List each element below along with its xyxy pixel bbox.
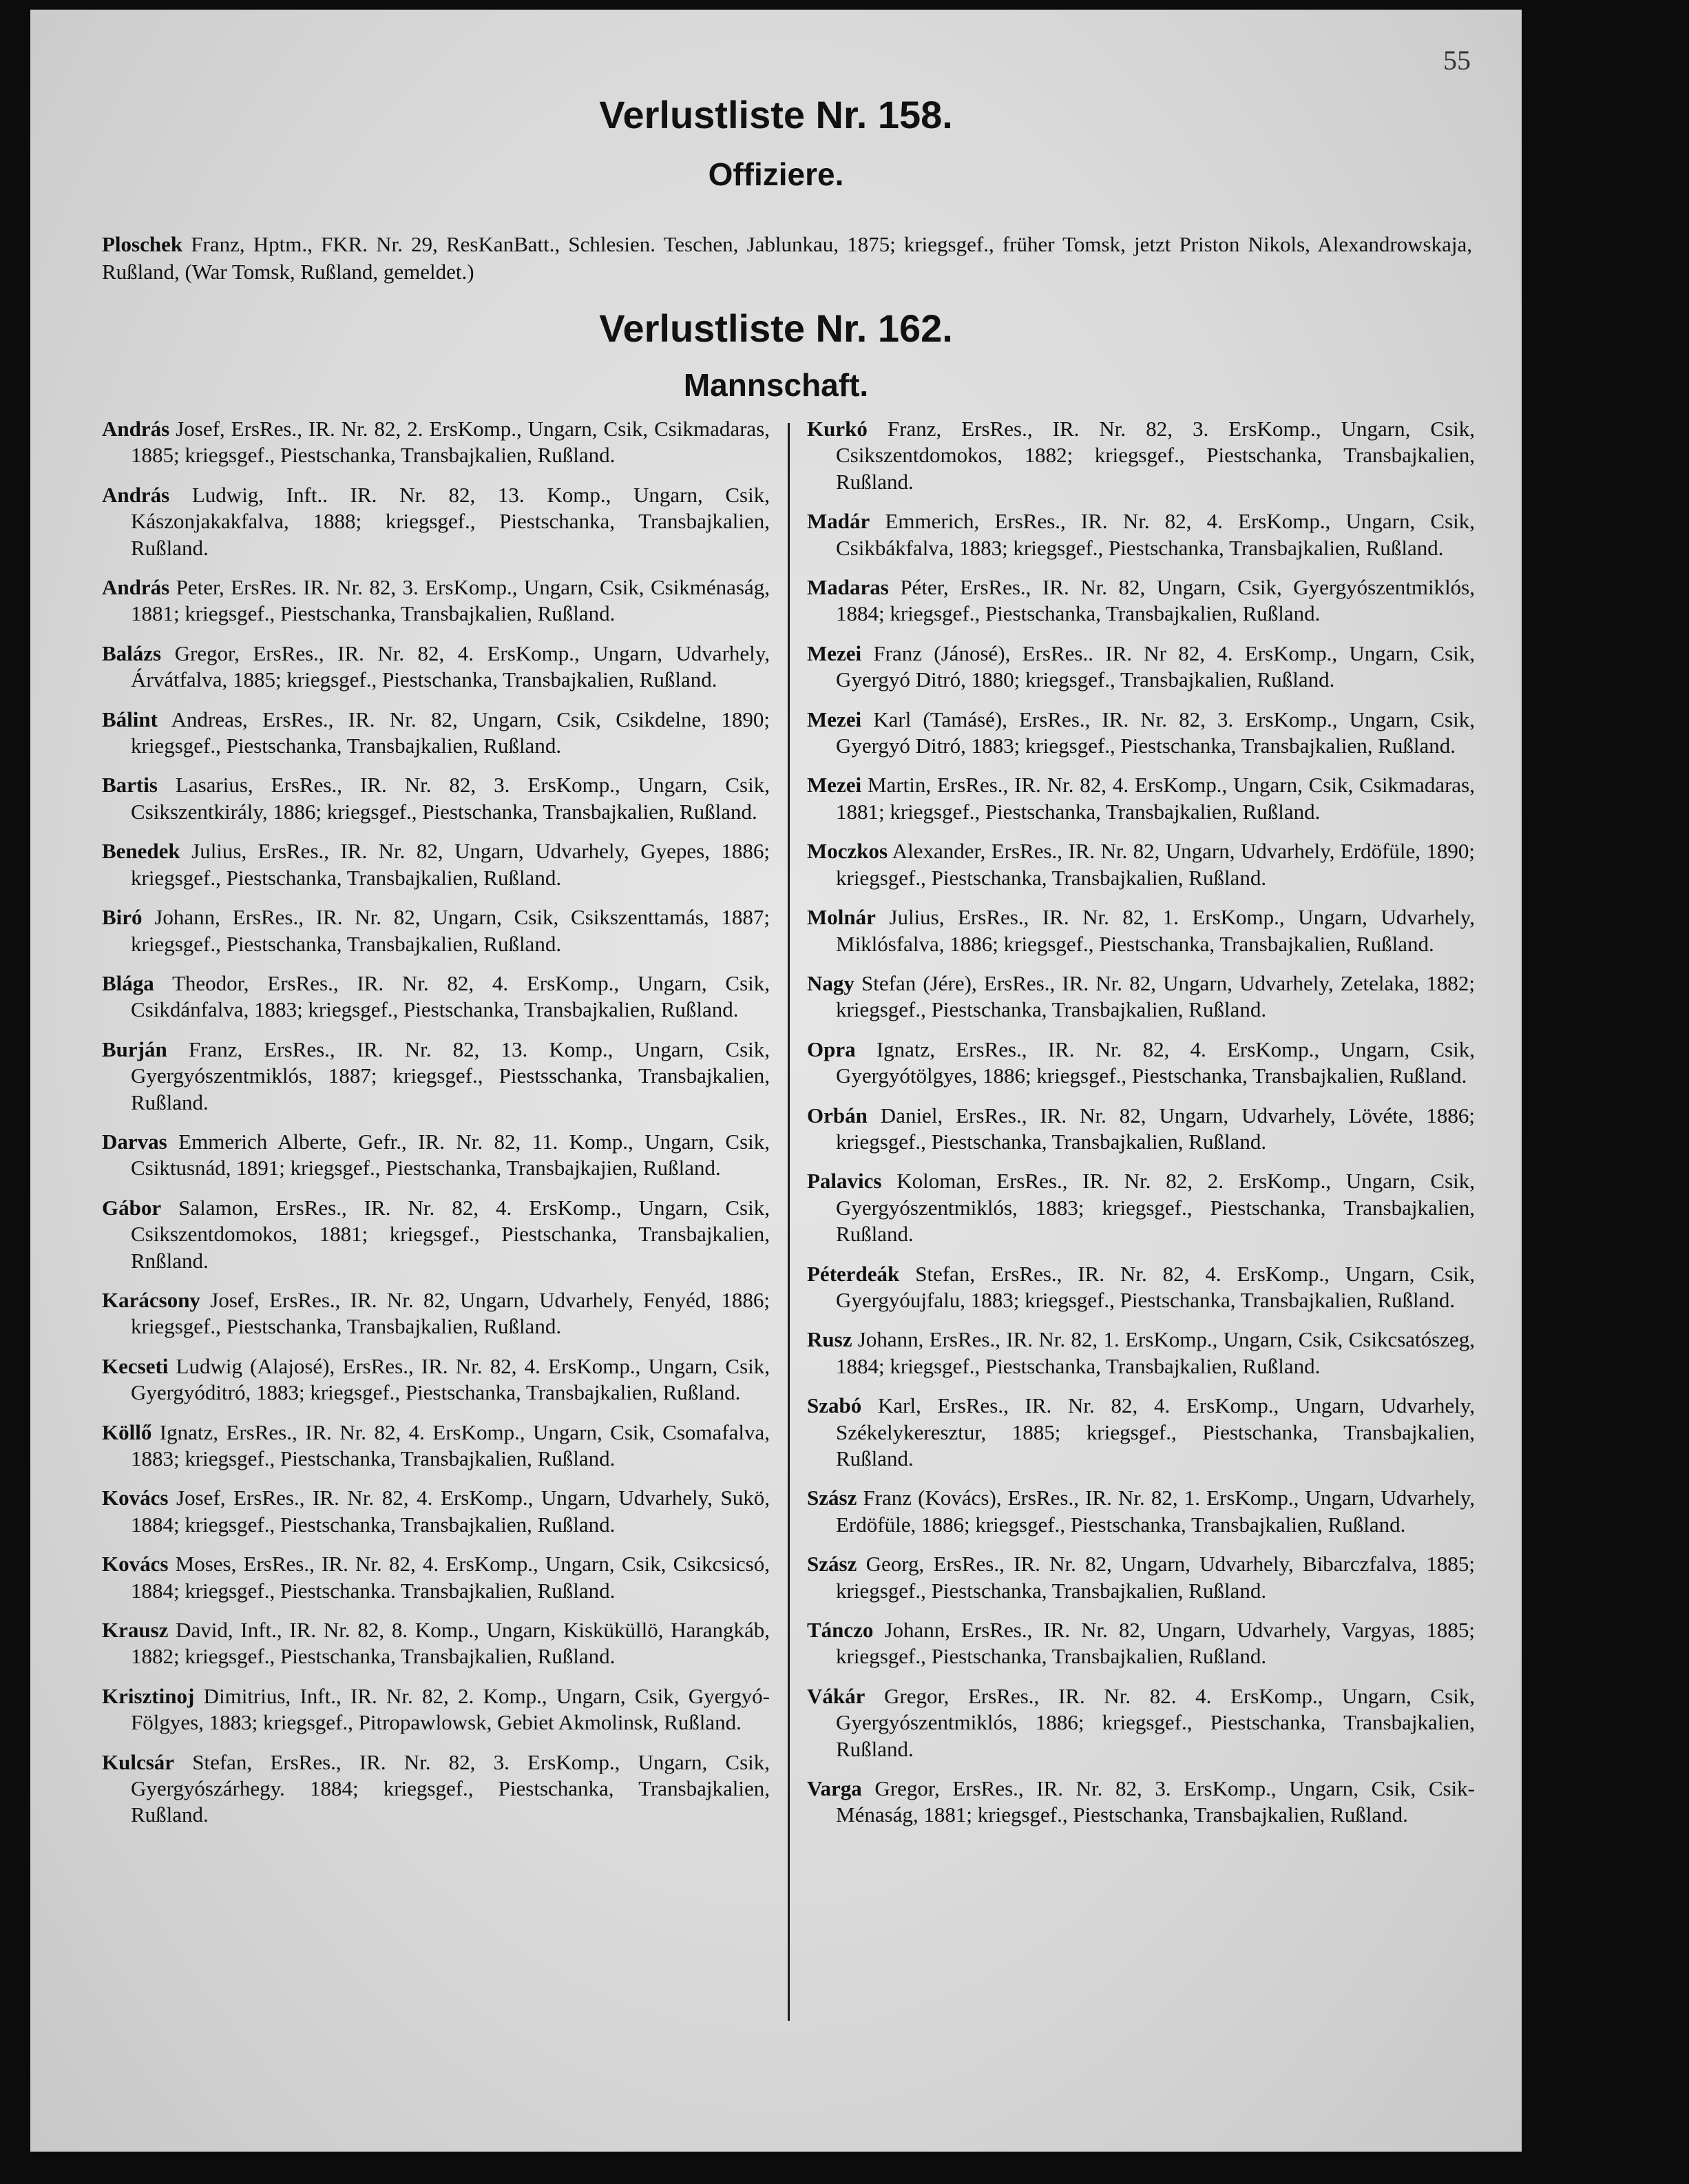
entry-details: Gregor, ErsRes., IR. Nr. 82, 4. ErsKomp., Ungarn, Udvarhely, Árvátfalva, 1885; kriegsgef., Piestschanka, Transbajkalien, Rußland.: [131, 641, 770, 692]
entry-details: Martin, ErsRes., IR. Nr. 82, 4. ErsKomp., Ungarn, Csik, Csikmadaras, 1881; kriegsgef., Piestschanka, Transbajkalien, Rußland.: [836, 773, 1475, 824]
entry-details: Stefan, ErsRes., IR. Nr. 82, 4. ErsKomp., Ungarn, Csik, Gyergyóujfalu, 1883; kriegsgef., Piestschanka, Transbajkalien, Rußland.: [836, 1261, 1475, 1312]
entry-surname: Kurkó: [807, 417, 868, 441]
entry-surname: Kulcsár: [102, 1749, 175, 1774]
entry-details: Ignatz, ErsRes., IR. Nr. 82, 4. ErsKomp., Ungarn, Csik, Csomafalva, 1883; kriegsgef., Piestschanka, Transbajkalien, Rußland.: [131, 1419, 770, 1470]
entry-details: David, Inft., IR. Nr. 82, 8. Komp., Ungarn, Kisküküllö, Harangkáb, 1882; kriegsgef., Piestschanka, Transbajkalien, Rußland.: [131, 1618, 770, 1669]
casualty-entry: [807, 1261, 1475, 1314]
section-162-title: Verlustliste Nr. 162.: [599, 306, 953, 350]
casualty-entry: [807, 1037, 1475, 1090]
entry-surname: Köllő: [102, 1419, 152, 1444]
entry-surname: Mezei: [807, 641, 862, 665]
entry-details: Franz, ErsRes., IR. Nr. 82, 13. Komp., Ungarn, Csik, Gyergyószentmiklós, 1887; kriegsgef., Piestsschanka, Transbajkalien, Rußland.: [131, 1037, 770, 1114]
casualty-entry: [102, 1551, 770, 1604]
casualty-entry: [102, 482, 770, 561]
entry-surname: Szabó: [807, 1393, 862, 1418]
entry-surname: Bartis: [102, 773, 158, 798]
entry-surname: András: [102, 482, 170, 507]
casualty-entry: [807, 574, 1475, 627]
entry-surname: Ploschek: [102, 232, 183, 256]
casualty-entry: [807, 1103, 1475, 1156]
entry-surname: Balázs: [102, 641, 162, 665]
casualty-entry: [807, 1617, 1475, 1670]
entry-details: Lasarius, ErsRes., IR. Nr. 82, 3. ErsKomp., Ungarn, Csik, Csikszentkirály, 1886; kriegsgef., Piestschanka, Transbajkalien, Rußland.: [131, 773, 770, 824]
entry-surname: Burján: [102, 1037, 167, 1061]
entry-surname: Péterdeák: [807, 1261, 900, 1286]
entry-details: Theodor, ErsRes., IR. Nr. 82, 4. ErsKomp., Ungarn, Csik, Csikdánfalva, 1883; kriegsgef., Piestschanka, Transbajkalien, Rußland.: [131, 970, 770, 1022]
casualty-entry: [807, 1551, 1475, 1604]
casualty-entry: [102, 772, 770, 825]
casualty-entry: [102, 838, 770, 891]
casualty-entry: [102, 904, 770, 957]
entry-details: Péter, ErsRes., IR. Nr. 82, Ungarn, Csik, Gyergyószentmiklós, 1884; kriegsgef., Piestschanka, Transbajkalien, Rußland.: [836, 575, 1475, 626]
casualty-entry: [807, 1485, 1475, 1538]
casualty-entry: [102, 1419, 770, 1473]
entry-surname: Karácsony: [102, 1287, 200, 1312]
casualty-entry: [807, 1776, 1475, 1829]
entry-details: Karl, ErsRes., IR. Nr. 82, 4. ErsKomp., Ungarn, Udvarhely, Székelykeresztur, 1885; kriegsgef., Piestschanka, Transbajkalien, Rußland.: [836, 1393, 1475, 1470]
entry-details: Gregor, ErsRes., IR. Nr. 82. 4. ErsKomp., Ungarn, Csik, Gyergyószentmiklós, 1886; kriegsgef., Piestschanka, Transbajkalien, Rußland.: [836, 1683, 1475, 1761]
casualty-entry: [807, 1168, 1475, 1247]
entry-surname: Madaras: [807, 575, 889, 600]
casualty-entry: [102, 641, 770, 694]
officer-entry: [102, 231, 1472, 286]
casualty-entry: [807, 970, 1475, 1023]
casualty-entry: [102, 1485, 770, 1538]
entry-details: Georg, ErsRes., IR. Nr. 82, Ungarn, Udvarhely, Bibarczfalva, 1885; kriegsgef., Piestschanka, Transbajkalien, Rußland.: [836, 1552, 1475, 1603]
right-column: [807, 416, 1475, 1842]
casualty-entry: [102, 1195, 770, 1274]
casualty-entry: [102, 1617, 770, 1670]
entry-details: Franz (Kovács), ErsRes., IR. Nr. 82, 1. ErsKomp., Ungarn, Udvarhely, Erdöfüle, 1886; kriegsgef., Piestschanka, Transbajkalien, Rußland.: [836, 1486, 1475, 1537]
casualty-entry: [807, 641, 1475, 694]
casualty-entry: [102, 1037, 770, 1116]
entry-surname: Mezei: [807, 707, 862, 731]
casualty-entry: [807, 904, 1475, 957]
entry-surname: Molnár: [807, 905, 876, 930]
casualty-entry: [807, 772, 1475, 825]
entry-surname: Kovács: [102, 1486, 169, 1510]
casualty-entry: [807, 1393, 1475, 1472]
entry-surname: Mezei: [807, 773, 862, 798]
section-158-subtitle: Offiziere.: [708, 156, 844, 192]
entry-details: Ludwig (Alajosé), ErsRes., IR. Nr. 82, 4. ErsKomp., Ungarn, Csik, Gyergyóditró, 1883; kriegsgef., Piestschanka, Transbajkalien, Rußland.: [131, 1353, 770, 1405]
casualty-entry: [102, 416, 770, 469]
left-column: [102, 416, 770, 1842]
entry-details: Gregor, ErsRes., IR. Nr. 82, 3. ErsKomp., Ungarn, Csik, Csik-Ménaság, 1881; kriegsgef., Piestschanka, Transbajkalien, Rußland.: [836, 1776, 1475, 1827]
entry-details: Julius, ErsRes., IR. Nr. 82, Ungarn, Udvarhely, Gyepes, 1886; kriegsgef., Piestschanka, Transbajkalien, Rußland.: [131, 839, 770, 890]
entry-surname: András: [102, 575, 170, 600]
entry-surname: Kecseti: [102, 1353, 169, 1378]
entry-details: Franz (Jánosé), ErsRes.. IR. Nr 82, 4. ErsKomp., Ungarn, Csik, Gyergyó Ditró, 1880; kriegsgef., Transbajkalien, Rußland.: [836, 641, 1475, 692]
entry-surname: Moczkos: [807, 839, 888, 864]
entry-surname: Szász: [807, 1552, 857, 1577]
casualty-entry: [102, 1353, 770, 1406]
section-158-title: Verlustliste Nr. 158.: [599, 93, 953, 136]
entry-details: Johann, ErsRes., IR. Nr. 82, Ungarn, Udvarhely, Vargyas, 1885; kriegsgef., Piestschanka, Transbajkalien, Rußland.: [836, 1618, 1475, 1669]
document-page: [30, 10, 1522, 2152]
casualty-entry: [102, 1129, 770, 1182]
entry-details: Salamon, ErsRes., IR. Nr. 82, 4. ErsKomp., Ungarn, Csik, Csikszentdomokos, 1881; kriegsgef., Piestschanka, Transbajkalien, Rnßland.: [131, 1195, 770, 1273]
entry-details: Stefan, ErsRes., IR. Nr. 82, 3. ErsKomp., Ungarn, Csik, Gyergyószárhegy. 1884; kriegsgef., Piestschanka, Transbajkalien, Rußland.: [131, 1749, 770, 1827]
entry-details: Stefan (Jére), ErsRes., IR. Nr. 82, Ungarn, Udvarhely, Zetelaka, 1882; kriegsgef., Piestschanka, Transbajkalien, Rußland.: [836, 970, 1475, 1022]
entry-details: Ignatz, ErsRes., IR. Nr. 82, 4. ErsKomp., Ungarn, Csik, Gyergyótölgyes, 1886; kriegsgef., Piestschanka, Transbajkalien, Rußland.: [836, 1037, 1475, 1088]
entry-details: Daniel, ErsRes., IR. Nr. 82, Ungarn, Udvarhely, Lövéte, 1886; kriegsgef., Piestschanka, Transbajkalien, Rußland.: [836, 1103, 1475, 1154]
casualty-entry: [807, 508, 1475, 561]
entry-details: Josef, ErsRes., IR. Nr. 82, Ungarn, Udvarhely, Fenyéd, 1886; kriegsgef., Piestschanka, Transbajkalien, Rußland.: [131, 1287, 770, 1339]
entry-surname: Varga: [807, 1776, 862, 1801]
entry-surname: Orbán: [807, 1103, 868, 1127]
entry-details: Josef, ErsRes., IR. Nr. 82, 4. ErsKomp., Ungarn, Udvarhely, Sukö, 1884; kriegsgef., Piestschanka, Transbajkalien, Rußland.: [131, 1486, 770, 1537]
entry-details: Franz, ErsRes., IR. Nr. 82, 3. ErsKomp., Ungarn, Csik, Csikszentdomokos, 1882; kriegsgef., Piestschanka, Transbajkalien, Rußland.: [836, 417, 1475, 494]
page-number: 55: [1443, 45, 1471, 76]
entry-details: Alexander, ErsRes., IR. Nr. 82, Ungarn, Udvarhely, Erdöfüle, 1890; kriegsgef., Piestschanka, Transbajkalien, Rußland.: [836, 839, 1475, 890]
entry-surname: Bálint: [102, 707, 158, 731]
entry-details: Julius, ErsRes., IR. Nr. 82, 1. ErsKomp., Ungarn, Udvarhely, Miklósfalva, 1886; kriegsgef., Piestschanka, Transbajkalien, Rußland.: [836, 905, 1475, 956]
entry-surname: Krausz: [102, 1618, 169, 1643]
casualty-entry: [102, 1749, 770, 1829]
casualty-entry: [807, 1327, 1475, 1380]
entry-surname: András: [102, 417, 170, 441]
column-divider: [788, 423, 790, 2021]
entry-details: Johann, ErsRes., IR. Nr. 82, Ungarn, Csik, Csikszenttamás, 1887; kriegsgef., Piestschanka, Transbajkalien, Rußland.: [131, 905, 770, 956]
entry-surname: Krisztinoj: [102, 1683, 195, 1708]
entry-surname: Rusz: [807, 1327, 852, 1352]
entry-surname: Blága: [102, 970, 154, 995]
entry-surname: Benedek: [102, 839, 180, 864]
entry-details: Andreas, ErsRes., IR. Nr. 82, Ungarn, Csik, Csikdelne, 1890; kriegsgef., Piestschanka, Transbajkalien, Rußland.: [131, 707, 770, 758]
casualty-entry: [807, 838, 1475, 891]
entry-details: Dimitrius, Inft., IR. Nr. 82, 2. Komp., Ungarn, Csik, Gyergyó-Fölgyes, 1883; kriegsgef., Pitropawlowsk, Gebiet Akmolinsk, Rußland.: [131, 1683, 770, 1735]
entry-surname: Darvas: [102, 1129, 167, 1154]
casualty-entry: [102, 1287, 770, 1340]
entry-surname: Szász: [807, 1486, 857, 1510]
entry-details: Emmerich, ErsRes., IR. Nr. 82, 4. ErsKomp., Ungarn, Csik, Csikbákfalva, 1883; kriegsgef., Piestschanka, Transbajkalien, Rußland.: [836, 509, 1475, 560]
entry-details: Karl (Tamásé), ErsRes., IR. Nr. 82, 3. ErsKomp., Ungarn, Csik, Gyergyó Ditró, 1883; kriegsgef., Piestschanka, Transbajkalien, Rußland.: [836, 707, 1475, 758]
entry-details: Koloman, ErsRes., IR. Nr. 82, 2. ErsKomp., Ungarn, Csik, Gyergyószentmiklós, 1883; kriegsgef., Piestschanka, Transbajkalien, Rußland.: [836, 1169, 1475, 1247]
entry-surname: Palavics: [807, 1169, 882, 1194]
entry-details: Ludwig, Inft.. IR. Nr. 82, 13. Komp., Ungarn, Csik, Kászonjakakfalva, 1888; kriegsgef., Piestschanka, Transbajkalien, Rußland.: [131, 482, 770, 560]
entry-surname: Gábor: [102, 1195, 162, 1220]
casualty-entry: [102, 970, 770, 1023]
entry-surname: Madár: [807, 509, 870, 534]
entry-surname: Opra: [807, 1037, 856, 1061]
entry-surname: Kovács: [102, 1552, 169, 1577]
entry-details: Josef, ErsRes., IR. Nr. 82, 2. ErsKomp., Ungarn, Csik, Csikmadaras, 1885; kriegsgef., Piestschanka, Transbajkalien, Rußland.: [131, 417, 770, 468]
entry-surname: Biró: [102, 905, 143, 930]
casualty-entry: [807, 1683, 1475, 1762]
entry-details: Emmerich Alberte, Gefr., IR. Nr. 82, 11. Komp., Ungarn, Csik, Csiktusnád, 1891; kriegsgef., Piestschanka, Transbajkajien, Rußland.: [131, 1129, 770, 1181]
entry-details: Peter, ErsRes. IR. Nr. 82, 3. ErsKomp., Ungarn, Csik, Csikménaság, 1881; kriegsgef., Piestschanka, Transbajkalien, Rußland.: [131, 575, 770, 626]
section-162-subtitle: Mannschaft.: [683, 367, 869, 403]
entry-surname: Tánczo: [807, 1618, 874, 1643]
casualty-entry: [102, 574, 770, 627]
entry-surname: Vákár: [807, 1683, 866, 1708]
casualty-entry: [807, 416, 1475, 495]
entry-details: Franz, Hptm., FKR. Nr. 29, ResKanBatt., Schlesien. Teschen, Jablunkau, 1875; kriegsgef., früher Tomsk, jetzt Priston Nikols, Alexandrowskaja, Rußland, (War Tomsk, Rußland, gemeldet.): [102, 232, 1472, 284]
entry-surname: Nagy: [807, 970, 854, 995]
casualty-entry: [102, 1683, 770, 1736]
casualty-entry: [102, 707, 770, 760]
entry-details: Johann, ErsRes., IR. Nr. 82, 1. ErsKomp., Ungarn, Csik, Csikcsatószeg, 1884; kriegsgef., Piestschanka, Transbajkalien, Rußland.: [836, 1327, 1475, 1378]
casualty-entry: [807, 707, 1475, 760]
entry-details: Moses, ErsRes., IR. Nr. 82, 4. ErsKomp., Ungarn, Csik, Csikcsicsó, 1884; kriegsgef., Piestschanka. Transbajkalien, Rußland.: [131, 1552, 770, 1603]
